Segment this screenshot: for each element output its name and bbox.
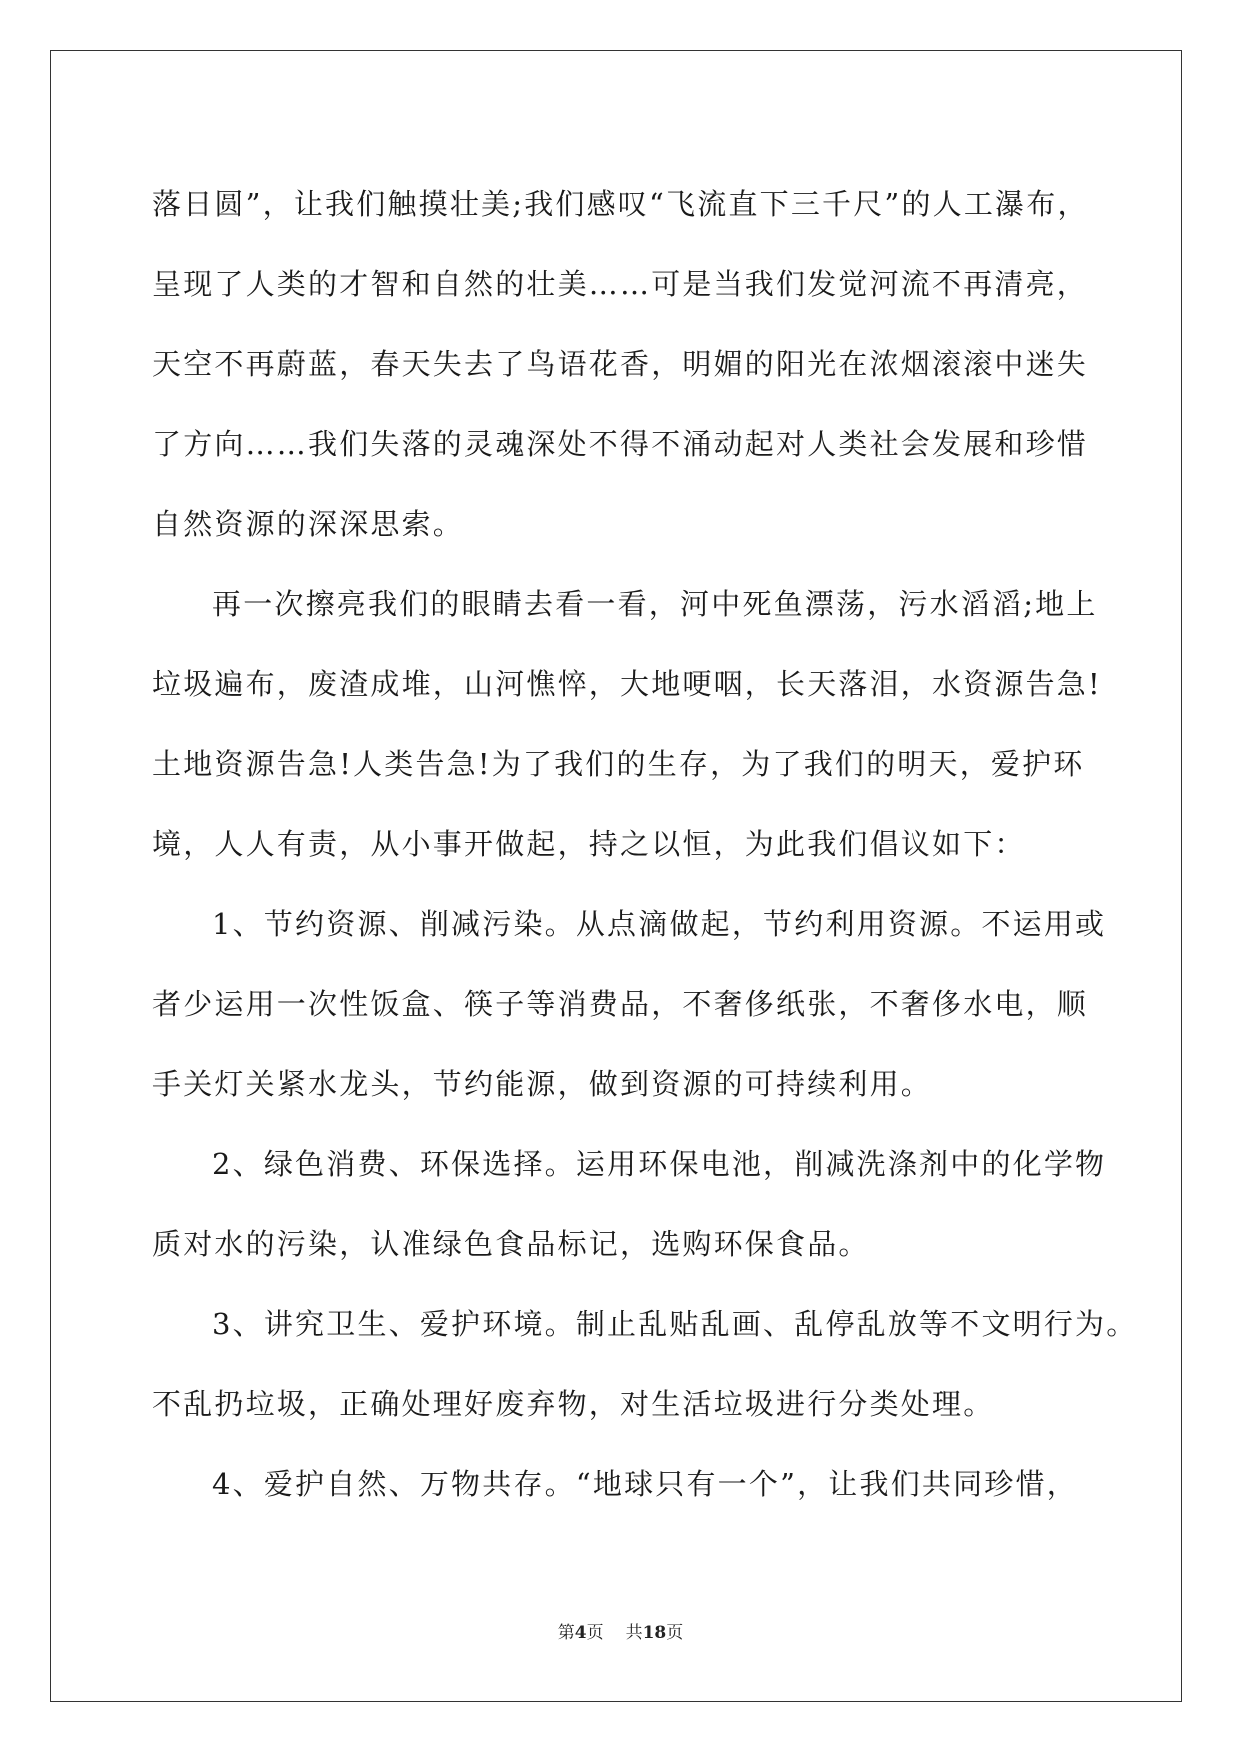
text-line: 自然资源的深深思索。: [152, 507, 465, 541]
text-line: 2、绿色消费、环保选择。运用环保电池，削减洗涤剂中的化学物: [212, 1147, 1107, 1181]
current-page-number: 4: [574, 1623, 587, 1643]
footer-prefix: 第: [557, 1623, 575, 1643]
text-line: 不乱扔垃圾，正确处理好废弃物，对生活垃圾进行分类处理。: [152, 1387, 995, 1421]
text-line: 4、爱护自然、万物共存。“地球只有一个”，让我们共同珍惜，: [212, 1467, 1078, 1501]
text-line: 了方向……我们失落的灵魂深处不得不涌动起对人类社会发展和珍惜: [152, 427, 1089, 461]
document-body: [152, 164, 1138, 1524]
footer-total-suffix: 页: [666, 1623, 684, 1643]
text-line: 土地资源告急!人类告急!为了我们的生存，为了我们的明天，爱护环: [152, 747, 1085, 781]
text-line: 手关灯关紧水龙头，节约能源，做到资源的可持续利用。: [152, 1067, 933, 1101]
text-line: 呈现了人类的才智和自然的壮美……可是当我们发觉河流不再清亮，: [152, 267, 1089, 301]
text-line: 质对水的污染，认准绿色食品标记，选购环保食品。: [152, 1227, 870, 1261]
text-line: 境，人人有责，从小事开做起，持之以恒，为此我们倡议如下：: [152, 827, 1026, 861]
text-line: 天空不再蔚蓝，春天失去了鸟语花香，明媚的阳光在浓烟滚滚中迷失: [152, 347, 1089, 381]
text-line: 3、讲究卫生、爱护环境。制止乱贴乱画、乱停乱放等不文明行为。: [212, 1307, 1138, 1341]
text-line: 垃圾遍布，废渣成堆，山河憔悴，大地哽咽，长天落泪，水资源告急!: [152, 667, 1102, 701]
footer-page-suffix: 页: [586, 1623, 604, 1643]
text-line: 再一次擦亮我们的眼睛去看一看，河中死鱼漂荡，污水滔滔;地上: [212, 587, 1098, 621]
footer-total-prefix: 共: [625, 1623, 643, 1643]
total-page-count: 18: [642, 1623, 667, 1643]
text-block: [152, 164, 1138, 1524]
text-line: 1、节约资源、削减污染。从点滴做起，节约利用资源。不运用或: [212, 907, 1107, 941]
text-line: 落日圆”，让我们触摸壮美;我们感叹“飞流直下三千尺”的人工瀑布，: [152, 187, 1089, 221]
text-line: 者少运用一次性饭盒、筷子等消费品，不奢侈纸张，不奢侈水电，顺: [152, 987, 1089, 1021]
page-footer: [0, 1618, 1241, 1643]
